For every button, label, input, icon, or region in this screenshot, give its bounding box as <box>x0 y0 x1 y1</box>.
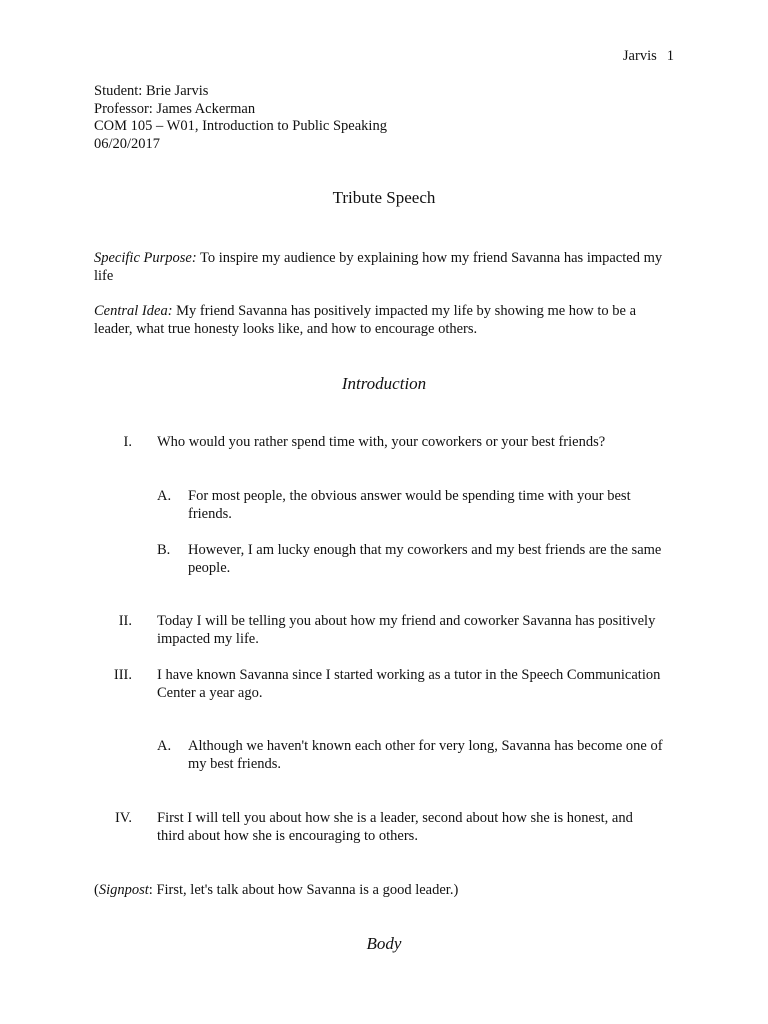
outline-subnumber: A. <box>157 738 172 754</box>
outline-number: I. <box>123 434 132 450</box>
central-idea-paragraph <box>94 302 674 338</box>
outline-subtext: Although we haven't known each other for very long, Savanna has become one of my best friends. <box>188 738 663 772</box>
outline-text: Who would you rather spend time with, your coworkers or your best friends? <box>157 434 606 450</box>
outline-subnumber: B. <box>157 542 171 558</box>
date-line: 06/20/2017 <box>94 135 161 152</box>
outline-subtext: However, I am lucky enough that my coworkers and my best friends are the same people. <box>188 542 662 576</box>
central-idea-label: Central Idea: <box>94 303 173 319</box>
outline-subnumber: A. <box>157 488 172 504</box>
body-heading: Body <box>366 934 402 953</box>
outline-text: I have known Savanna since I started working as a tutor in the Speech Communication Center a year ago. <box>157 667 661 701</box>
introduction-heading: Introduction <box>341 374 427 393</box>
course-line: COM 105 – W01, Introduction to Public Speaking <box>94 118 387 134</box>
specific-purpose-text: To inspire my audience by explaining how my friend Savanna has impacted my life <box>94 250 663 284</box>
outline-text: Today I will be telling you about how my friend and coworker Savanna has positively impacted my life. <box>157 613 656 647</box>
student-info-block <box>94 82 387 152</box>
document-title: Tribute Speech <box>332 188 436 207</box>
outline-number: IV. <box>114 810 132 826</box>
signpost-label: Signpost <box>98 882 149 898</box>
header-name: Jarvis <box>622 48 657 64</box>
professor-line: Professor: James Ackerman <box>94 100 256 117</box>
running-header <box>623 47 674 65</box>
signpost-text: : First, let's talk about how Savanna is a good leader.) <box>148 882 459 898</box>
central-idea-text: My friend Savanna has positively impacted my life by showing me how to be a leader, what true honesty looks like, and how to encourage others. <box>94 303 637 337</box>
signpost-open-paren: ( <box>94 882 99 898</box>
specific-purpose-paragraph <box>94 249 674 285</box>
outline-number: II. <box>118 613 132 629</box>
student-line: Student: Brie Jarvis <box>94 83 209 99</box>
specific-purpose-label: Specific Purpose: <box>94 250 197 266</box>
signpost-paragraph <box>94 881 674 899</box>
outline-subtext: For most people, the obvious answer would be spending time with your best friends. <box>188 488 631 522</box>
outline-number: III. <box>113 667 132 683</box>
outline-text: First I will tell you about how she is a leader, second about how she is honest, and third about how she is encouraging to others. <box>157 810 633 844</box>
page-number: 1 <box>666 48 674 64</box>
